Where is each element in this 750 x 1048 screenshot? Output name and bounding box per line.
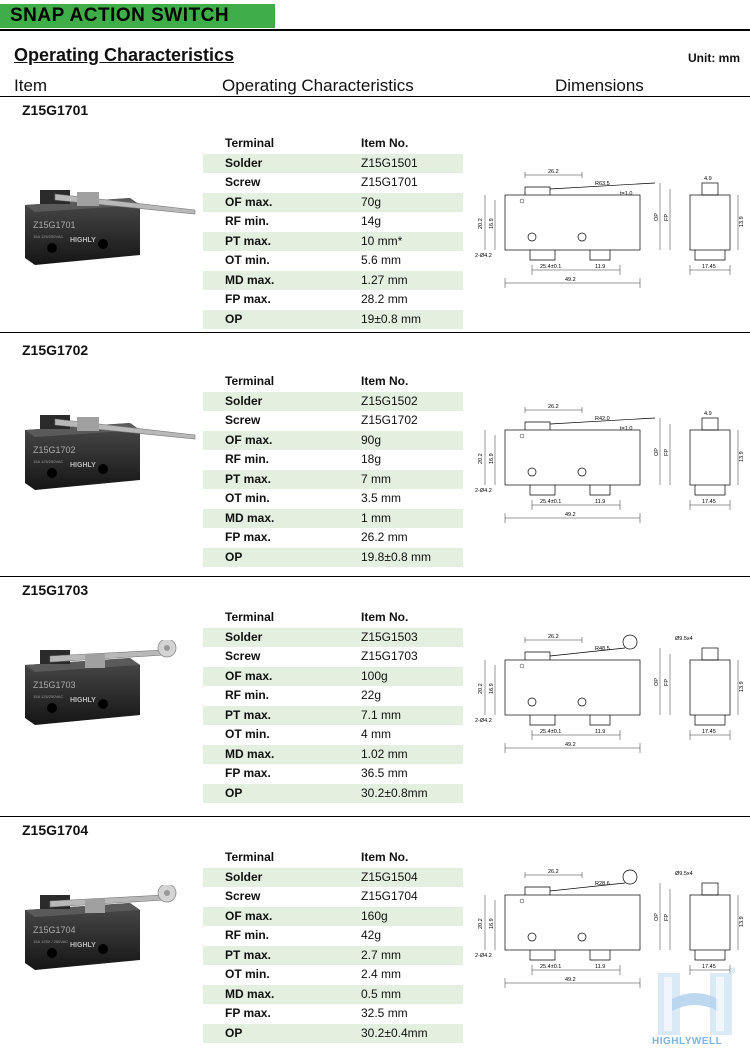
page-header bbox=[0, 0, 750, 32]
table-row bbox=[203, 985, 463, 1005]
table-row bbox=[203, 946, 463, 966]
table-row bbox=[203, 926, 463, 946]
dimension-drawing bbox=[470, 165, 745, 295]
photo-rating: 15A 125/250VAC bbox=[33, 694, 64, 699]
row-label: OP bbox=[225, 785, 243, 800]
row-label: OF max. bbox=[225, 908, 273, 923]
row-value: 30.2±0.8mm bbox=[361, 785, 428, 800]
row-value: 36.5 mm bbox=[361, 766, 408, 780]
dimension-label: 20.2 bbox=[478, 683, 484, 694]
photo-rating: 15A 125/250VAC bbox=[33, 234, 64, 239]
row-value: 32.5 mm bbox=[361, 1006, 408, 1020]
dimension-label: R48.5 bbox=[595, 646, 610, 652]
switch-photo bbox=[15, 180, 200, 290]
dimension-label: 2-Ø4.2 bbox=[475, 488, 492, 494]
photo-brand: HIGHLY bbox=[70, 697, 96, 704]
row-value: 5.6 mm bbox=[361, 253, 402, 267]
table-header-row bbox=[203, 608, 463, 628]
row-label: OT min. bbox=[225, 727, 270, 741]
row-value: 2.7 mm bbox=[361, 947, 402, 962]
row-label: Solder bbox=[225, 869, 263, 884]
row-value: 7.1 mm bbox=[361, 707, 402, 722]
dimension-label: 2-Ø4.2 bbox=[475, 718, 492, 724]
highlywell-logo-icon bbox=[650, 965, 740, 1045]
dimension-label: Ø9.5x4 bbox=[675, 871, 693, 877]
row-label: FP max. bbox=[225, 292, 271, 306]
unit-label: Unit: mm bbox=[688, 51, 740, 65]
row-label: RF min. bbox=[225, 688, 269, 702]
table-row bbox=[203, 310, 463, 330]
row-value: Item No. bbox=[361, 136, 409, 150]
row-value: 1.02 mm bbox=[361, 746, 408, 761]
row-label: OT min. bbox=[225, 967, 270, 981]
dimension-label: 11.9 bbox=[595, 729, 606, 735]
row-value: 26.2 mm bbox=[361, 530, 408, 544]
dimension-label: 49.2 bbox=[565, 742, 576, 748]
table-header-row bbox=[203, 134, 463, 154]
model-name: Z15G1704 bbox=[22, 822, 89, 838]
table-row bbox=[203, 1024, 463, 1044]
characteristics-table bbox=[203, 608, 463, 803]
dimension-label: 13.9 bbox=[739, 681, 745, 692]
dimension-label: OP bbox=[654, 913, 660, 921]
table-row bbox=[203, 271, 463, 291]
dimension-label: t=1.0 bbox=[620, 191, 633, 197]
row-label: OP bbox=[225, 549, 243, 564]
table-row bbox=[203, 667, 463, 687]
row-label: Terminal bbox=[225, 610, 275, 624]
dimension-label: FP bbox=[664, 448, 670, 456]
table-row bbox=[203, 686, 463, 706]
table-row bbox=[203, 965, 463, 985]
row-label: Screw bbox=[225, 649, 261, 663]
row-value: 3.5 mm bbox=[361, 491, 402, 505]
table-row bbox=[203, 450, 463, 470]
row-value: 0.5 mm bbox=[361, 986, 402, 1001]
dimension-label: 20.2 bbox=[478, 218, 484, 229]
table-row bbox=[203, 1004, 463, 1024]
dimension-label: 26.2 bbox=[548, 634, 559, 640]
dimension-label: 49.2 bbox=[565, 512, 576, 518]
dimension-label: 16.9 bbox=[489, 453, 495, 464]
table-row bbox=[203, 706, 463, 726]
photo-model-label: Z15G1702 bbox=[33, 445, 76, 455]
table-row bbox=[203, 764, 463, 784]
row-label: Terminal bbox=[225, 136, 275, 150]
column-header-characteristics: Operating Characteristics bbox=[222, 76, 414, 95]
characteristics-table bbox=[203, 848, 463, 1043]
model-name: Z15G1701 bbox=[22, 102, 89, 118]
model-separator bbox=[0, 576, 750, 577]
row-value: Item No. bbox=[361, 850, 409, 864]
row-value: Item No. bbox=[361, 374, 409, 388]
row-value: 70g bbox=[361, 194, 382, 209]
row-label: OF max. bbox=[225, 668, 273, 683]
row-label: Screw bbox=[225, 175, 261, 189]
row-value: 19±0.8 mm bbox=[361, 311, 421, 326]
row-label: FP max. bbox=[225, 1006, 271, 1020]
dimension-label: 25.4±0.1 bbox=[540, 264, 562, 270]
row-label: Screw bbox=[225, 413, 261, 427]
switch-photo bbox=[15, 405, 200, 515]
dimension-label: 2-Ø4.2 bbox=[475, 253, 492, 259]
table-row bbox=[203, 173, 463, 193]
row-value: 10 mm* bbox=[361, 233, 403, 248]
row-value: Z15G1701 bbox=[361, 175, 418, 189]
dimension-label: 4.9 bbox=[704, 411, 712, 417]
row-label: Terminal bbox=[225, 374, 275, 388]
row-label: PT max. bbox=[225, 233, 272, 248]
photo-rating: 15A 125/250VAC bbox=[33, 459, 64, 464]
photo-model-label: Z15G1701 bbox=[33, 220, 76, 230]
table-row bbox=[203, 489, 463, 509]
dimension-label: 26.2 bbox=[548, 169, 559, 175]
dimension-label: 49.2 bbox=[565, 277, 576, 283]
dimension-label: Ø9.5x4 bbox=[675, 636, 693, 642]
dimension-label: 11.9 bbox=[595, 964, 606, 970]
dimension-label: OP bbox=[654, 678, 660, 686]
dimension-label: 26.2 bbox=[548, 869, 559, 875]
photo-model-label: Z15G1704 bbox=[33, 925, 76, 935]
table-row bbox=[203, 548, 463, 568]
column-header-item: Item bbox=[14, 76, 48, 95]
row-value: Z15G1504 bbox=[361, 869, 418, 884]
table-row bbox=[203, 628, 463, 648]
row-label: Solder bbox=[225, 155, 263, 170]
row-label: MD max. bbox=[225, 986, 275, 1001]
row-value: 90g bbox=[361, 432, 382, 447]
row-label: Screw bbox=[225, 889, 261, 903]
row-value: 160g bbox=[361, 908, 388, 923]
dimension-label: 17.45 bbox=[702, 499, 716, 505]
table-row bbox=[203, 431, 463, 451]
characteristics-table bbox=[203, 134, 463, 329]
dimension-label: 13.9 bbox=[739, 451, 745, 462]
dimension-label: 13.9 bbox=[739, 916, 745, 927]
row-value: 42g bbox=[361, 928, 382, 942]
dimension-label: t=1.0 bbox=[620, 426, 633, 432]
row-label: PT max. bbox=[225, 947, 272, 962]
dimension-label: 11.9 bbox=[595, 264, 606, 270]
dimension-label: 4.9 bbox=[704, 176, 712, 182]
photo-brand: HIGHLY bbox=[70, 942, 96, 949]
row-label: OT min. bbox=[225, 491, 270, 505]
svg-text:®: ® bbox=[730, 968, 736, 975]
table-row bbox=[203, 232, 463, 252]
dimension-label: 11.9 bbox=[595, 499, 606, 505]
table-row bbox=[203, 470, 463, 490]
row-value: 1 mm bbox=[361, 510, 391, 525]
row-label: OT min. bbox=[225, 253, 270, 267]
row-value: 28.2 mm bbox=[361, 292, 408, 306]
row-label: Solder bbox=[225, 629, 263, 644]
row-value: 4 mm bbox=[361, 727, 391, 741]
table-row bbox=[203, 251, 463, 271]
row-value: Z15G1703 bbox=[361, 649, 418, 663]
brand-name: HIGHLYWELL bbox=[652, 1036, 723, 1047]
switch-photo bbox=[15, 640, 200, 750]
table-row bbox=[203, 647, 463, 667]
dimension-label: R63.5 bbox=[595, 181, 610, 187]
row-label: MD max. bbox=[225, 746, 275, 761]
table-row bbox=[203, 392, 463, 412]
row-label: Solder bbox=[225, 393, 263, 408]
dimension-label: R28.6 bbox=[595, 881, 610, 887]
table-row bbox=[203, 784, 463, 804]
table-row bbox=[203, 290, 463, 310]
row-value: 18g bbox=[361, 452, 382, 466]
row-label: OF max. bbox=[225, 194, 273, 209]
dimension-label: 17.45 bbox=[702, 964, 716, 970]
column-header-dimensions: Dimensions bbox=[555, 76, 644, 95]
table-row bbox=[203, 868, 463, 888]
row-label: MD max. bbox=[225, 510, 275, 525]
row-label: FP max. bbox=[225, 530, 271, 544]
table-row bbox=[203, 411, 463, 431]
dimension-label: FP bbox=[664, 213, 670, 221]
row-value: Z15G1501 bbox=[361, 155, 418, 170]
row-value: 30.2±0.4mm bbox=[361, 1025, 428, 1040]
dimension-label: 16.9 bbox=[489, 683, 495, 694]
row-label: PT max. bbox=[225, 471, 272, 486]
row-value: Z15G1502 bbox=[361, 393, 418, 408]
table-header-row bbox=[203, 372, 463, 392]
model-name: Z15G1702 bbox=[22, 342, 89, 358]
table-row bbox=[203, 154, 463, 174]
model-separator bbox=[0, 816, 750, 817]
dimension-label: 13.9 bbox=[739, 216, 745, 227]
model-name: Z15G1703 bbox=[22, 582, 89, 598]
dimension-drawing bbox=[470, 400, 745, 530]
row-value: Item No. bbox=[361, 610, 409, 624]
photo-model-label: Z15G1703 bbox=[33, 680, 76, 690]
table-row bbox=[203, 725, 463, 745]
row-value: 14g bbox=[361, 214, 382, 228]
row-label: OP bbox=[225, 1025, 243, 1040]
table-row bbox=[203, 745, 463, 765]
dimension-label: 20.2 bbox=[478, 918, 484, 929]
dimension-label: 49.2 bbox=[565, 977, 576, 983]
table-row bbox=[203, 193, 463, 213]
characteristics-table bbox=[203, 372, 463, 567]
section-title: Operating Characteristics bbox=[14, 45, 235, 65]
row-label: RF min. bbox=[225, 928, 269, 942]
dimension-label: 2-Ø4.2 bbox=[475, 953, 492, 959]
switch-photo bbox=[15, 885, 200, 995]
column-header-rule bbox=[0, 96, 750, 97]
dimension-label: 16.9 bbox=[489, 918, 495, 929]
dimension-label: FP bbox=[664, 678, 670, 686]
row-value: Z15G1704 bbox=[361, 889, 418, 903]
row-value: 1.27 mm bbox=[361, 272, 408, 287]
row-label: Terminal bbox=[225, 850, 275, 864]
table-row bbox=[203, 212, 463, 232]
row-value: 19.8±0.8 mm bbox=[361, 549, 431, 564]
row-label: PT max. bbox=[225, 707, 272, 722]
row-value: 22g bbox=[361, 688, 382, 702]
dimension-label: R42.0 bbox=[595, 416, 610, 422]
row-value: 2.4 mm bbox=[361, 967, 402, 981]
table-row bbox=[203, 509, 463, 529]
table-row bbox=[203, 528, 463, 548]
dimension-label: 17.45 bbox=[702, 264, 716, 270]
row-label: MD max. bbox=[225, 272, 275, 287]
dimension-drawing bbox=[470, 630, 745, 760]
model-separator bbox=[0, 332, 750, 333]
header-rule bbox=[0, 29, 750, 31]
row-value: 7 mm bbox=[361, 471, 391, 486]
page-title: SNAP ACTION SWITCH bbox=[10, 5, 230, 26]
row-label: OF max. bbox=[225, 432, 273, 447]
dimension-label: 16.9 bbox=[489, 218, 495, 229]
dimension-label: 26.2 bbox=[548, 404, 559, 410]
dimension-label: 25.4±0.1 bbox=[540, 964, 562, 970]
row-label: FP max. bbox=[225, 766, 271, 780]
row-label: OP bbox=[225, 311, 243, 326]
dimension-label: OP bbox=[654, 213, 660, 221]
photo-brand: HIGHLY bbox=[70, 462, 96, 469]
row-value: Z15G1503 bbox=[361, 629, 418, 644]
table-row bbox=[203, 907, 463, 927]
dimension-label: 20.2 bbox=[478, 453, 484, 464]
photo-rating: 15A 125V / 250VAC bbox=[33, 939, 69, 944]
row-label: RF min. bbox=[225, 452, 269, 466]
photo-brand: HIGHLY bbox=[70, 237, 96, 244]
table-row bbox=[203, 887, 463, 907]
dimension-label: 25.4±0.1 bbox=[540, 729, 562, 735]
dimension-label: OP bbox=[654, 448, 660, 456]
dimension-label: 17.45 bbox=[702, 729, 716, 735]
row-label: RF min. bbox=[225, 214, 269, 228]
table-header-row bbox=[203, 848, 463, 868]
row-value: 100g bbox=[361, 668, 388, 683]
dimension-label: 25.4±0.1 bbox=[540, 499, 562, 505]
row-value: Z15G1702 bbox=[361, 413, 418, 427]
dimension-label: FP bbox=[664, 913, 670, 921]
